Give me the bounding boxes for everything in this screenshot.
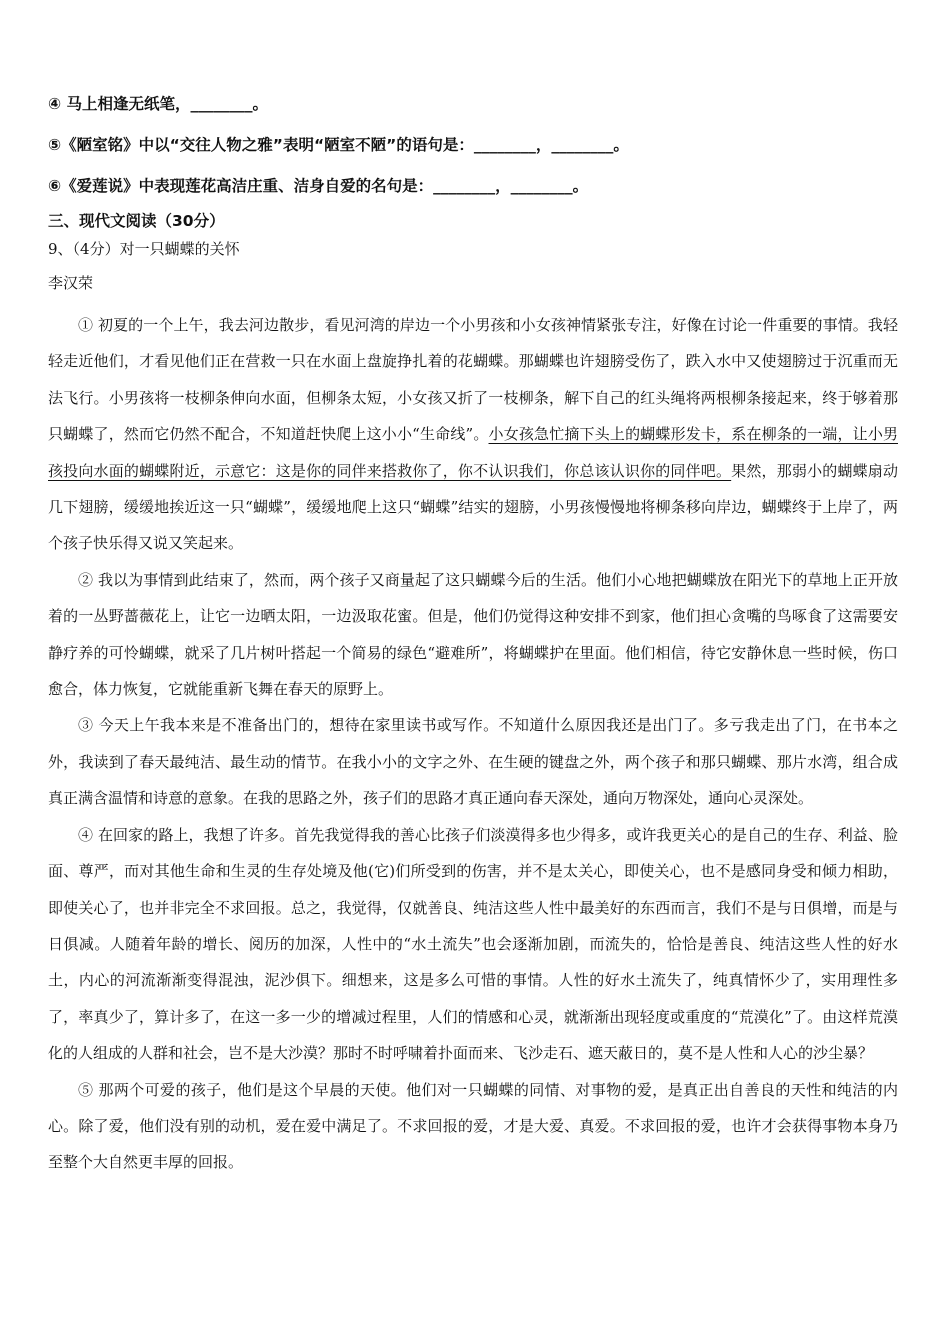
paragraph-1-text-b: 果然，那弱小的蝴蝶扇动几下翅膀，缓缓地挨近这一只“蝴蝶”，缓缓地爬上这只“蝴蝶”结实的翅膀，小男孩慢慢地将柳条移向岸边，蝴蝶终于上岸了，两个孩子快乐得又说又笑起来。 [48, 461, 898, 553]
paragraph-1-underlined: 小女孩急忙摘下头上的蝴蝶形发卡，系在柳条的一端，让小男孩投向水面的蝴蝶附近，示意它：这是你的同伴来搭救你了，你不认识我们，你总该认识你的同伴吧。 [48, 425, 898, 480]
author: 李汉荣 [48, 274, 94, 292]
fill-blank-5: ⑤《陋室铭》中以“交往人物之雅”表明“陋室不陋”的语句是：________，________。 [48, 136, 629, 154]
fill-blank-6: ⑥《爱莲说》中表现莲花高洁庄重、洁身自爱的名句是：________，________。 [48, 177, 589, 195]
fill-blank-4: ④ 马上相逢无纸笔，________。 [48, 95, 269, 113]
paragraph-4: ④ 在回家的路上，我想了许多。首先我觉得我的善心比孩子们淡漠得多也少得多，或许我更关心的是自己的生存、利益、脸面、尊严，而对其他生命和生灵的生存处境及他(它)们所受到的伤害，并不是太关心，即使关心，也不是感同身受和倾力相助，即使关心了，也并非完全不求回报。总之，我觉得，仅就善良、纯洁这些人性中最美好的东西而言，我们不是与日俱增，而是与日俱减。人随着年龄的增长、阅历的加深，人性中的“水土流失”也会逐渐加剧，而流失的，恰恰是善良、纯洁这些人性的好水土，内心的河流渐渐变得混浊，泥沙俱下。细想来，这是多么可惜的事情。人性的好水土流失了，纯真情怀少了，实用理性多了，率真少了，算计多了，在这一多一少的增减过程里，人们的情感和心灵，就渐渐出现轻度或重度的“荒漠化”了。由这样荒漠化的人组成的人群和社会，岂不是大沙漠？那时不时呼啸着扑面而来、飞沙走石、遮天蔽日的，莫不是人性和人心的沙尘暴？ [48, 825, 898, 1063]
section-title: 三、现代文阅读（30分） [48, 212, 225, 230]
paragraph-1 [48, 307, 898, 562]
paragraph-3: ③ 今天上午我本来是不准备出门的，想待在家里读书或写作。不知道什么原因我还是出门了。多亏我走出了门，在书本之外，我读到了春天最纯洁、最生动的情节。在我小小的文字之外、在生硬的键盘之外，两个孩子和那只蝴蝶、那片水湾，组合成真正满含温情和诗意的意象。在我的思路之外，孩子们的思路才真正通向春天深处，通向万物深处，通向心灵深处。 [48, 716, 898, 808]
question-title: 9、（4分）对一只蝴蝶的关怀 [48, 240, 240, 258]
paragraph-2: ② 我以为事情到此结束了，然而，两个孩子又商量起了这只蝴蝶今后的生活。他们小心地把蝴蝶放在阳光下的草地上正开放着的一丛野蔷薇花上，让它一边晒太阳，一边汲取花蜜。但是，他们仍觉得这种安排不到家，他们担心贪嘴的鸟啄食了这需要安静疗养的可怜蝴蝶，就采了几片树叶搭起一个简易的绿色“避难所”，将蝴蝶护在里面。他们相信，待它安静休息一些时候，伤口愈合，体力恢复，它就能重新飞舞在春天的原野上。 [48, 570, 898, 699]
paragraph-5: ⑤ 那两个可爱的孩子，他们是这个早晨的天使。他们对一只蝴蝶的同情、对事物的爱，是真正出自善良的天性和纯洁的内心。除了爱，他们没有别的动机，爱在爱中满足了。不求回报的爱，才是大爱、真爱。不求回报的爱，也许才会获得事物本身乃至整个大自然更丰厚的回报。 [48, 1080, 898, 1172]
paragraph-1-text-a: ① 初夏的一个上午，我去河边散步，看见河湾的岸边一个小男孩和小女孩神情紧张专注，好像在讨论一件重要的事情。我轻轻走近他们，才看见他们正在营救一只在水面上盘旋挣扎着的花蝴蝶。那蝴蝶也许翅膀受伤了，跌入水中又使翅膀过于沉重而无法飞行。小男孩将一枝柳条伸向水面，但柳条太短，小女孩又折了一枝柳条，解下自己的红头绳将两根柳条接起来，终于够着那只蝴蝶了，然而它仍然不配合，不知道赶快爬上这小小“生命线”。 [48, 316, 898, 444]
